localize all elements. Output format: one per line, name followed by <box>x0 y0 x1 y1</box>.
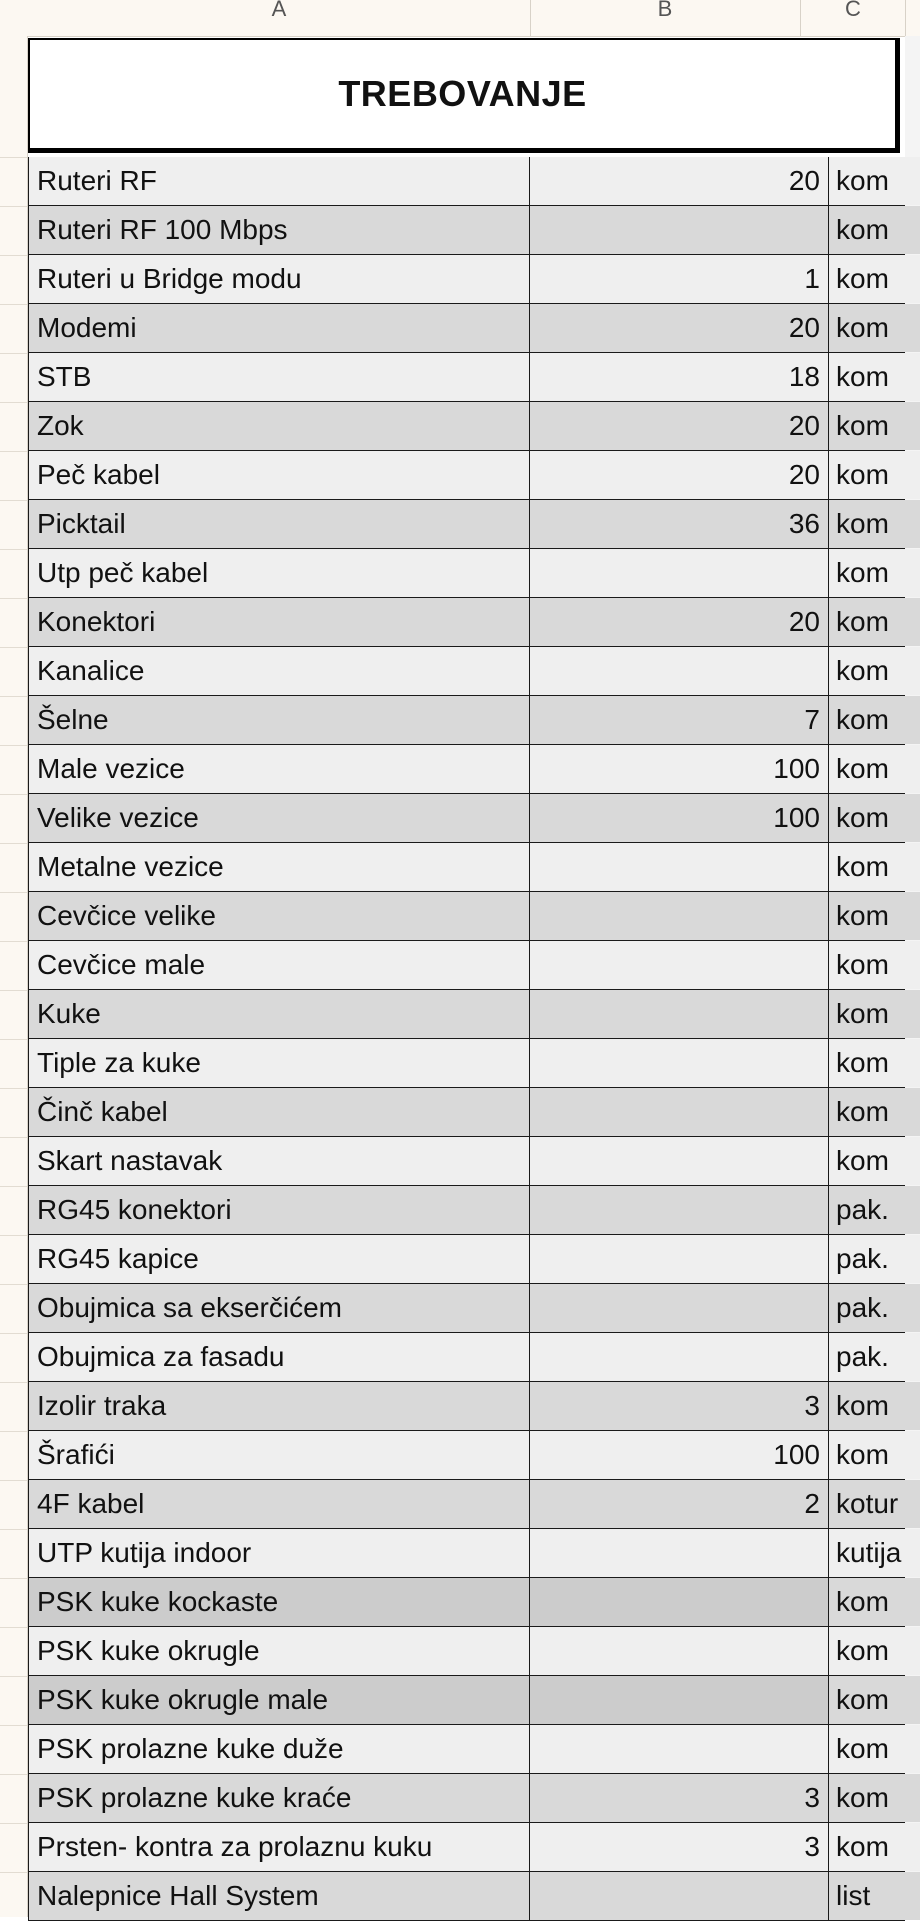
item-name-cell[interactable]: Kanalice <box>28 647 530 695</box>
table-row <box>28 892 905 941</box>
table-row <box>28 843 905 892</box>
item-name-cell[interactable]: PSK kuke kockaste <box>28 1578 530 1626</box>
unit-cell[interactable]: kom <box>829 1382 920 1430</box>
unit-cell[interactable]: kom <box>829 1039 920 1087</box>
row-header-divider <box>0 1431 27 1432</box>
quantity-cell[interactable] <box>530 1872 829 1920</box>
unit-cell[interactable]: kom <box>829 1725 920 1773</box>
unit-cell[interactable]: pak. <box>829 1235 920 1283</box>
table-row <box>28 1382 905 1431</box>
item-name-cell[interactable]: Ruteri RF <box>28 157 530 205</box>
unit-cell[interactable]: kom <box>829 255 920 303</box>
quantity-cell[interactable]: 1 <box>530 255 829 303</box>
row-header-divider <box>0 402 27 403</box>
item-name-cell[interactable]: Obujmica za fasadu <box>28 1333 530 1381</box>
row-header-gutter <box>0 36 28 1917</box>
unit-cell[interactable]: kom <box>829 892 920 940</box>
unit-cell[interactable]: kom <box>829 402 920 450</box>
quantity-cell[interactable] <box>530 1137 829 1185</box>
row-header-divider <box>0 1529 27 1530</box>
quantity-cell[interactable]: 20 <box>530 598 829 646</box>
quantity-cell[interactable]: 20 <box>530 157 829 205</box>
quantity-cell[interactable]: 3 <box>530 1774 829 1822</box>
row-header-divider <box>0 1039 27 1040</box>
item-name-cell[interactable]: UTP kutija indoor <box>28 1529 530 1577</box>
table-row <box>28 500 905 549</box>
unit-cell[interactable]: kom <box>829 1627 920 1675</box>
item-name-cell[interactable]: Cevčice male <box>28 941 530 989</box>
column-header-c[interactable]: C <box>801 0 906 36</box>
row-header-divider <box>0 794 27 795</box>
unit-cell[interactable]: pak. <box>829 1284 920 1332</box>
quantity-cell[interactable] <box>530 1578 829 1626</box>
table-row <box>28 1480 905 1529</box>
row-header-divider <box>0 1137 27 1138</box>
row-header-divider <box>0 1578 27 1579</box>
quantity-cell[interactable] <box>530 990 829 1038</box>
item-name-cell[interactable]: PSK kuke okrugle male <box>28 1676 530 1724</box>
sheet-title-cell[interactable]: TREBOVANJE <box>28 38 900 153</box>
quantity-cell[interactable] <box>530 206 829 254</box>
quantity-cell[interactable] <box>530 1333 829 1381</box>
table-row <box>28 598 905 647</box>
quantity-cell[interactable]: 18 <box>530 353 829 401</box>
row-header-divider <box>0 1284 27 1285</box>
unit-cell[interactable]: list <box>829 1872 920 1920</box>
quantity-cell[interactable]: 36 <box>530 500 829 548</box>
table-row <box>28 353 905 402</box>
row-header-divider <box>0 843 27 844</box>
row-header-divider <box>0 598 27 599</box>
item-name-cell[interactable]: Cevčice velike <box>28 892 530 940</box>
row-header-divider <box>0 157 27 158</box>
row-header-divider <box>0 1725 27 1726</box>
unit-cell[interactable]: kom <box>829 206 920 254</box>
row-header-divider <box>0 1333 27 1334</box>
unit-cell[interactable]: kotur <box>829 1480 920 1528</box>
row-header-divider <box>0 745 27 746</box>
quantity-cell[interactable] <box>530 1186 829 1234</box>
unit-cell[interactable]: kom <box>829 304 920 352</box>
table-row <box>28 402 905 451</box>
unit-cell[interactable]: kom <box>829 990 920 1038</box>
table-row <box>28 304 905 353</box>
quantity-cell[interactable] <box>530 647 829 695</box>
unit-cell[interactable]: pak. <box>829 1186 920 1234</box>
row-header-divider <box>0 1823 27 1824</box>
unit-cell[interactable]: kom <box>829 745 920 793</box>
unit-cell[interactable]: pak. <box>829 1333 920 1381</box>
item-name-cell[interactable]: Ruteri RF 100 Mbps <box>28 206 530 254</box>
row-header-divider <box>0 1235 27 1236</box>
item-name-cell[interactable]: PSK prolazne kuke kraće <box>28 1774 530 1822</box>
quantity-cell[interactable] <box>530 1529 829 1577</box>
quantity-cell[interactable]: 20 <box>530 402 829 450</box>
table-row <box>28 1774 905 1823</box>
item-name-cell[interactable]: RG45 kapice <box>28 1235 530 1283</box>
table-row <box>28 451 905 500</box>
quantity-cell[interactable] <box>530 1627 829 1675</box>
row-header-divider <box>0 990 27 991</box>
unit-cell[interactable]: kom <box>829 1676 920 1724</box>
quantity-cell[interactable] <box>530 1284 829 1332</box>
item-name-cell[interactable]: Velike vezice <box>28 794 530 842</box>
row-header-divider <box>0 647 27 648</box>
row-header-divider <box>0 1480 27 1481</box>
unit-cell[interactable]: kom <box>829 1137 920 1185</box>
row-header-divider <box>0 892 27 893</box>
table-row <box>28 1284 905 1333</box>
quantity-cell[interactable] <box>530 1725 829 1773</box>
table-row <box>28 647 905 696</box>
table-row <box>28 1088 905 1137</box>
item-name-cell[interactable]: Picktail <box>28 500 530 548</box>
quantity-cell[interactable]: 100 <box>530 1431 829 1479</box>
table-row <box>28 1039 905 1088</box>
unit-cell[interactable]: kom <box>829 1088 920 1136</box>
unit-cell[interactable]: kom <box>829 451 920 499</box>
table-row <box>28 206 905 255</box>
table-row <box>28 1235 905 1284</box>
table-row <box>28 1823 905 1872</box>
quantity-cell[interactable]: 20 <box>530 304 829 352</box>
unit-cell[interactable]: kom <box>829 1578 920 1626</box>
quantity-cell[interactable] <box>530 941 829 989</box>
quantity-cell[interactable]: 3 <box>530 1382 829 1430</box>
row-header-divider <box>0 549 27 550</box>
item-name-cell[interactable]: Zok <box>28 402 530 450</box>
unit-cell[interactable]: kom <box>829 794 920 842</box>
row-header-divider <box>0 451 27 452</box>
item-name-cell[interactable]: Izolir traka <box>28 1382 530 1430</box>
quantity-cell[interactable] <box>530 549 829 597</box>
item-name-cell[interactable]: Konektori <box>28 598 530 646</box>
table-row <box>28 1333 905 1382</box>
unit-cell[interactable]: kom <box>829 843 920 891</box>
item-name-cell[interactable]: 4F kabel <box>28 1480 530 1528</box>
column-header-a[interactable]: A <box>28 0 531 36</box>
item-name-cell[interactable]: Utp peč kabel <box>28 549 530 597</box>
quantity-cell[interactable] <box>530 1088 829 1136</box>
table-row <box>28 1137 905 1186</box>
quantity-cell[interactable] <box>530 892 829 940</box>
item-name-cell[interactable]: Skart nastavak <box>28 1137 530 1185</box>
unit-cell[interactable]: kom <box>829 598 920 646</box>
table-row <box>28 1676 905 1725</box>
table-row <box>28 1627 905 1676</box>
row-header-divider <box>0 1627 27 1628</box>
item-name-cell[interactable]: PSK prolazne kuke duže <box>28 1725 530 1773</box>
item-name-cell[interactable]: Činč kabel <box>28 1088 530 1136</box>
item-name-cell[interactable]: PSK kuke okrugle <box>28 1627 530 1675</box>
row-header-divider <box>0 206 27 207</box>
quantity-cell[interactable]: 20 <box>530 451 829 499</box>
table-row <box>28 941 905 990</box>
table-row <box>28 990 905 1039</box>
quantity-cell[interactable] <box>530 1676 829 1724</box>
unit-cell[interactable]: kom <box>829 1431 920 1479</box>
unit-cell[interactable]: kom <box>829 549 920 597</box>
table-row <box>28 696 905 745</box>
row-header-divider <box>0 304 27 305</box>
item-name-cell[interactable]: Šrafići <box>28 1431 530 1479</box>
row-header-divider <box>0 941 27 942</box>
quantity-cell[interactable]: 100 <box>530 745 829 793</box>
item-name-cell[interactable]: Šelne <box>28 696 530 744</box>
table-row <box>28 157 905 206</box>
row-header-divider <box>0 1088 27 1089</box>
table-row <box>28 1872 905 1921</box>
table-row <box>28 745 905 794</box>
item-name-cell[interactable]: Nalepnice Hall System <box>28 1872 530 1920</box>
unit-cell[interactable]: kom <box>829 941 920 989</box>
table-row <box>28 255 905 304</box>
quantity-cell[interactable]: 7 <box>530 696 829 744</box>
row-header-divider <box>0 500 27 501</box>
table-row <box>28 1725 905 1774</box>
table-row <box>28 1529 905 1578</box>
unit-cell[interactable]: kom <box>829 157 920 205</box>
quantity-cell[interactable]: 3 <box>530 1823 829 1871</box>
row-header-divider <box>0 1382 27 1383</box>
table-row <box>28 1431 905 1480</box>
item-name-cell[interactable]: Ruteri u Bridge modu <box>28 255 530 303</box>
item-name-cell[interactable]: Tiple za kuke <box>28 1039 530 1087</box>
quantity-cell[interactable]: 100 <box>530 794 829 842</box>
item-name-cell[interactable]: STB <box>28 353 530 401</box>
row-header-divider <box>0 1676 27 1677</box>
quantity-cell[interactable] <box>530 843 829 891</box>
unit-cell[interactable]: kom <box>829 647 920 695</box>
quantity-cell[interactable]: 2 <box>530 1480 829 1528</box>
item-name-cell[interactable]: Male vezice <box>28 745 530 793</box>
table-row <box>28 549 905 598</box>
item-name-cell[interactable]: Kuke <box>28 990 530 1038</box>
unit-cell[interactable]: kom <box>829 1823 920 1871</box>
unit-cell[interactable]: kom <box>829 696 920 744</box>
unit-cell[interactable]: kutija <box>829 1529 920 1577</box>
item-name-cell[interactable]: RG45 konektori <box>28 1186 530 1234</box>
row-header-divider <box>0 1774 27 1775</box>
column-header-b[interactable]: B <box>530 0 801 36</box>
row-header-divider <box>0 1872 27 1873</box>
table-row <box>28 794 905 843</box>
table-row <box>28 1186 905 1235</box>
item-name-cell[interactable]: Prsten- kontra za prolaznu kuku <box>28 1823 530 1871</box>
unit-cell[interactable]: kom <box>829 353 920 401</box>
row-header-divider <box>0 696 27 697</box>
item-name-cell[interactable]: Metalne vezice <box>28 843 530 891</box>
item-name-cell[interactable]: Modemi <box>28 304 530 352</box>
quantity-cell[interactable] <box>530 1039 829 1087</box>
item-name-cell[interactable]: Obujmica sa ekserčićem <box>28 1284 530 1332</box>
unit-cell[interactable]: kom <box>829 500 920 548</box>
column-header-bar <box>0 0 920 37</box>
row-header-divider <box>0 255 27 256</box>
row-header-divider <box>0 1186 27 1187</box>
item-name-cell[interactable]: Peč kabel <box>28 451 530 499</box>
unit-cell[interactable]: kom <box>829 1774 920 1822</box>
table-row <box>28 1578 905 1627</box>
row-header-divider <box>0 353 27 354</box>
quantity-cell[interactable] <box>530 1235 829 1283</box>
